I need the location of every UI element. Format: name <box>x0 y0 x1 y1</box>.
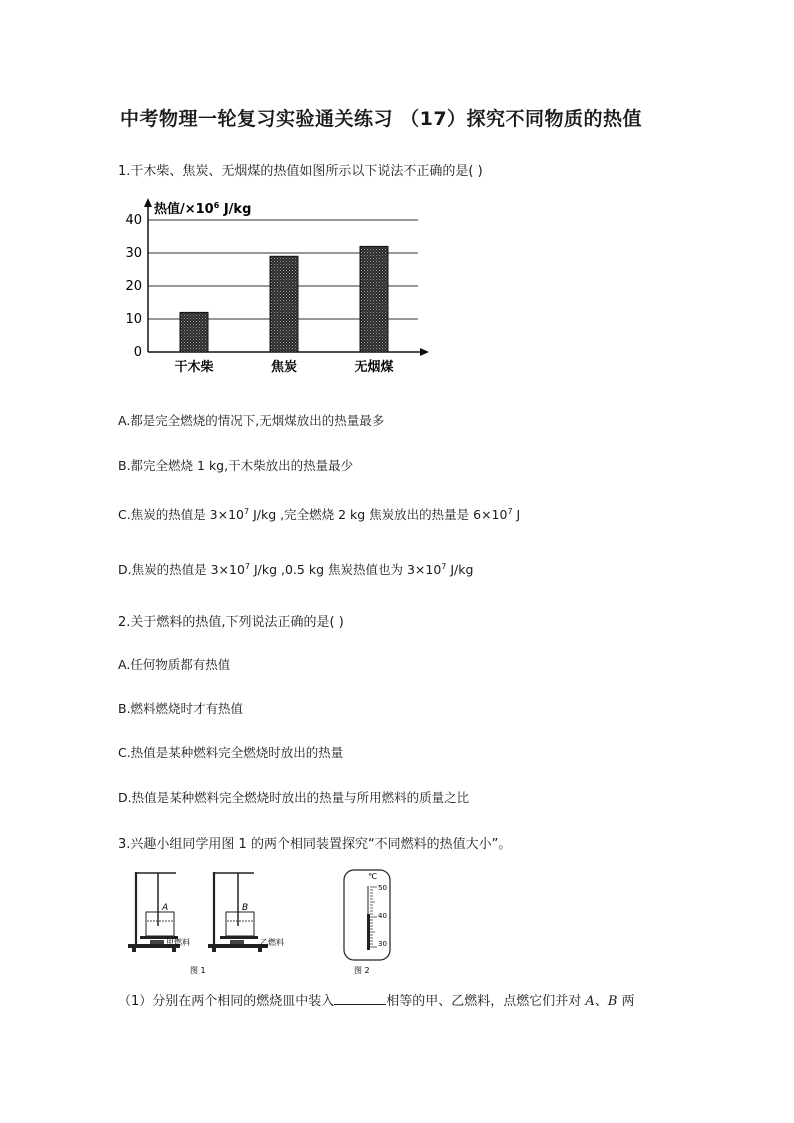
figure-1-apparatus <box>118 866 318 978</box>
y-tick-0: 0 <box>133 345 142 360</box>
q3-sub1-text: （1）分别在两个相同的燃烧皿中装入 相等的甲、乙燃料，点燃它们并对 A、B 两 <box>118 994 635 1009</box>
q1-option-c: C.焦炭的热值是 $3\times 10^7$ J/kg ,完全燃烧 2 kg 焦炭放出的热量是 $6\times 10^7$ J <box>118 506 521 522</box>
question-2-stem: 2.关于燃料的热值,下列说法正确的是( ) <box>118 615 344 630</box>
y-tick-labels <box>125 213 142 360</box>
heat-value-bar-chart <box>118 192 438 382</box>
bar-2 <box>360 246 388 352</box>
y-tick-20: 20 <box>125 279 142 294</box>
figure-1-caption: 图 1 <box>190 966 206 975</box>
q1-option-a: A.都是完全燃烧的情况下,无烟煤放出的热量最多 <box>118 413 385 428</box>
figure-2-caption: 图 2 <box>354 966 370 975</box>
bar-1 <box>270 256 298 352</box>
question-3-stem: 3.兴趣小组同学用图 1 的两个相同装置探究“不同燃料的热值大小”。 <box>118 837 512 852</box>
apparatus-b <box>208 872 268 952</box>
q2-option-a: A.任何物质都有热值 <box>118 657 231 672</box>
chart-bars <box>180 246 388 352</box>
x-axis-arrow <box>420 348 429 356</box>
y-tick-30: 30 <box>125 246 142 261</box>
fuel-2-label: 乙燃料 <box>260 938 284 947</box>
q1-option-b: B.都完全燃烧 1 kg,干木柴放出的热量最少 <box>118 458 354 473</box>
y-tick-10: 10 <box>125 312 142 327</box>
question-1-stem: 1.干木柴、焦炭、无烟煤的热值如图所示以下说法不正确的是( ) <box>118 164 483 179</box>
x-label-2: 无烟煤 <box>354 360 394 375</box>
y-axis-arrow <box>144 198 152 207</box>
q2-option-c: C.热值是某种燃料完全燃烧时放出的热量 <box>118 745 344 760</box>
label-a: A <box>162 903 169 913</box>
thermometer-ticks <box>370 887 377 947</box>
figure-2-thermometer <box>340 866 400 978</box>
y-tick-40: 40 <box>125 213 142 228</box>
mercury-column <box>367 914 370 950</box>
q2-option-d: D.热值是某种燃料完全燃烧时放出的热量与所用燃料的质量之比 <box>118 790 470 805</box>
x-label-0: 干木柴 <box>174 360 214 375</box>
label-b: B <box>242 903 249 913</box>
tick-30: 30 <box>378 940 387 948</box>
page-title: 中考物理一轮复习实验通关练习 （17）探究不同物质的热值 <box>120 108 643 130</box>
tick-50: 50 <box>378 884 387 892</box>
bar-0 <box>180 312 208 352</box>
q2-option-b: B.燃料燃烧时才有热值 <box>118 701 244 716</box>
thermometer-unit: ℃ <box>368 872 377 881</box>
tick-40: 40 <box>378 912 387 920</box>
x-label-1: 焦炭 <box>270 360 298 375</box>
chart-ylabel: 热值$/\times 10^6$ J/kg <box>154 201 252 217</box>
answer-blank[interactable] <box>334 992 386 1005</box>
x-category-labels <box>174 359 393 375</box>
fuel-1-label: 甲燃料 <box>166 938 190 947</box>
q1-option-d: D.焦炭的热值是 $3\times 10^7$ J/kg ,0.5 kg 焦炭热值也为 $3\times 10^7$ J/kg <box>118 561 474 577</box>
